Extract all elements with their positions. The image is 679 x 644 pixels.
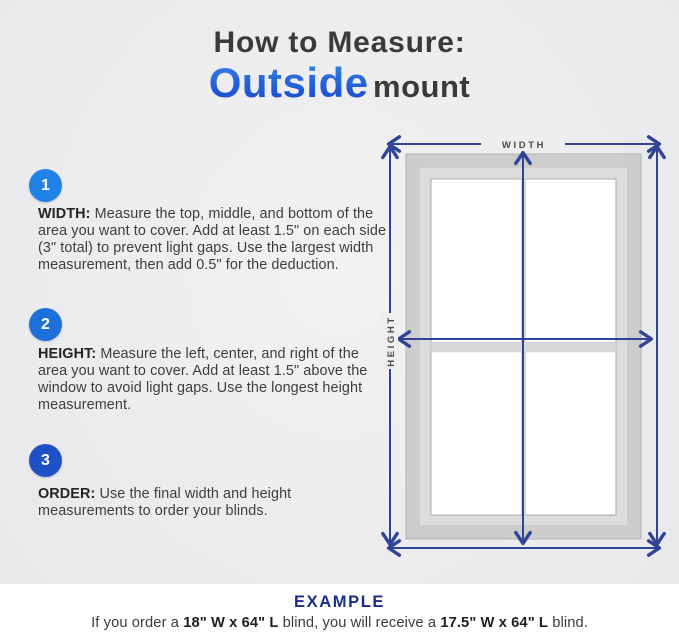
example-received-size: 17.5" W x 64" L	[440, 615, 549, 631]
example-heading: EXAMPLE	[294, 593, 385, 611]
step-2-body: Measure the left, center, and right of the area you want to cover. Add at least 1.5" above the window to avoid light gaps. Use the longest height measurement.	[38, 346, 368, 413]
window-diagram-svg	[378, 125, 673, 575]
title-highlight-outside: Outside	[208, 59, 369, 106]
title-suffix-mount: mount	[373, 69, 471, 104]
example-ordered-size: 18" W x 64" L	[183, 615, 279, 631]
step-2-badge	[29, 308, 62, 341]
example-middle: blind, you will receive a	[278, 615, 441, 631]
example-suffix: blind.	[548, 615, 588, 631]
height-label: HEIGHT	[386, 315, 397, 367]
page-title	[0, 26, 679, 116]
step-3-badge	[29, 444, 62, 477]
example-prefix: If you order a	[91, 615, 184, 631]
step-1-number: 1	[41, 176, 50, 194]
step-1-label: WIDTH:	[38, 206, 91, 222]
example-text	[0, 615, 679, 631]
step-1-body: Measure the top, middle, and bottom of the area you want to cover. Add at least 1.5" on each side (3" total) to prevent light gaps. Use the largest width measurement, then add 0.5" for the deduction.	[38, 206, 387, 273]
step-2-label: HEIGHT:	[38, 346, 97, 362]
step-3-text	[38, 486, 388, 520]
step-2-text	[38, 346, 388, 414]
title-line-2	[0, 60, 679, 116]
window-measure-diagram	[378, 125, 673, 575]
step-1-badge	[29, 169, 62, 202]
step-3-number: 3	[41, 451, 50, 469]
step-3-body: Use the final width and height measurements to order your blinds.	[38, 486, 292, 519]
step-3-label: ORDER:	[38, 486, 96, 502]
title-line-1: How to Measure:	[213, 26, 466, 59]
width-label: WIDTH	[501, 140, 547, 151]
step-2-number: 2	[41, 315, 50, 333]
example-section	[0, 584, 679, 644]
step-1-text	[38, 206, 388, 274]
